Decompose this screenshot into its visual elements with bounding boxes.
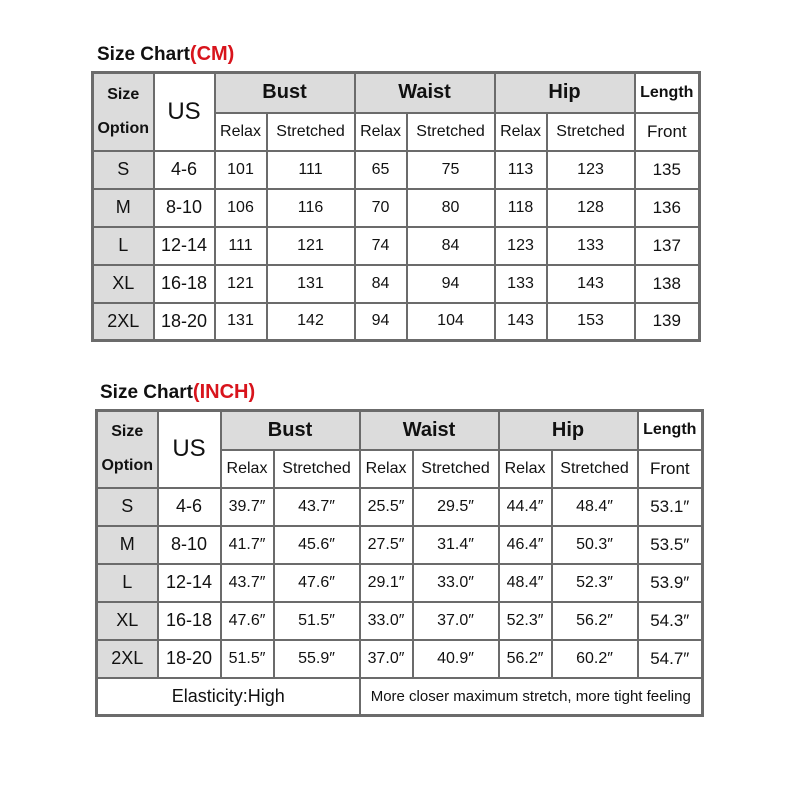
subheader-bust-relax: Relax bbox=[221, 450, 274, 488]
value-cell: 44.4″ bbox=[499, 488, 552, 526]
value-cell: 113 bbox=[495, 151, 547, 189]
length-header: Length bbox=[635, 73, 700, 113]
size-cell: 2XL bbox=[93, 303, 154, 341]
us-size-cell: 16-18 bbox=[158, 602, 221, 640]
value-cell: 131 bbox=[215, 303, 267, 341]
us-size-cell: 12-14 bbox=[158, 564, 221, 602]
subheader-waist-stretched: Stretched bbox=[413, 450, 499, 488]
us-size-cell: 8-10 bbox=[158, 526, 221, 564]
subheader-length-front: Front bbox=[638, 450, 703, 488]
value-cell: 47.6″ bbox=[221, 602, 274, 640]
value-cell: 37.0″ bbox=[360, 640, 413, 678]
subheader-waist-stretched: Stretched bbox=[407, 113, 495, 151]
us-size-cell: 16-18 bbox=[154, 265, 215, 303]
value-cell: 121 bbox=[267, 227, 355, 265]
value-cell: 40.9″ bbox=[413, 640, 499, 678]
value-cell: 137 bbox=[635, 227, 700, 265]
subheader-waist-relax: Relax bbox=[360, 450, 413, 488]
value-cell: 53.5″ bbox=[638, 526, 703, 564]
value-cell: 116 bbox=[267, 189, 355, 227]
subheader-length-front: Front bbox=[635, 113, 700, 151]
size-cell: L bbox=[97, 564, 158, 602]
size-cell: M bbox=[93, 189, 154, 227]
inch-chart-title bbox=[100, 381, 255, 404]
value-cell: 33.0″ bbox=[413, 564, 499, 602]
value-cell: 123 bbox=[547, 151, 635, 189]
value-cell: 54.3″ bbox=[638, 602, 703, 640]
elasticity-label: Elasticity:High bbox=[97, 678, 360, 716]
table-row bbox=[93, 265, 700, 303]
value-cell: 74 bbox=[355, 227, 407, 265]
value-cell: 29.5″ bbox=[413, 488, 499, 526]
size-option-header bbox=[93, 73, 154, 151]
us-size-cell: 4-6 bbox=[158, 488, 221, 526]
us-size-cell: 18-20 bbox=[158, 640, 221, 678]
value-cell: 94 bbox=[407, 265, 495, 303]
value-cell: 135 bbox=[635, 151, 700, 189]
cm-title-unit: (CM) bbox=[189, 43, 235, 65]
subheader-bust-relax: Relax bbox=[215, 113, 267, 151]
value-cell: 138 bbox=[635, 265, 700, 303]
table-row bbox=[97, 564, 703, 602]
size-cell: XL bbox=[93, 265, 154, 303]
value-cell: 39.7″ bbox=[221, 488, 274, 526]
value-cell: 128 bbox=[547, 189, 635, 227]
us-size-cell: 8-10 bbox=[154, 189, 215, 227]
value-cell: 43.7″ bbox=[221, 564, 274, 602]
table-row bbox=[97, 602, 703, 640]
value-cell: 136 bbox=[635, 189, 700, 227]
value-cell: 123 bbox=[495, 227, 547, 265]
value-cell: 118 bbox=[495, 189, 547, 227]
hip-header: Hip bbox=[495, 73, 635, 113]
stretch-note: More closer maximum stretch, more tight feeling bbox=[360, 678, 703, 716]
waist-header: Waist bbox=[355, 73, 495, 113]
table-row bbox=[93, 303, 700, 341]
bust-header: Bust bbox=[215, 73, 355, 113]
value-cell: 45.6″ bbox=[274, 526, 360, 564]
value-cell: 143 bbox=[495, 303, 547, 341]
us-size-cell: 4-6 bbox=[154, 151, 215, 189]
value-cell: 65 bbox=[355, 151, 407, 189]
value-cell: 51.5″ bbox=[221, 640, 274, 678]
length-header: Length bbox=[638, 411, 703, 450]
subheader-bust-stretched: Stretched bbox=[274, 450, 360, 488]
value-cell: 41.7″ bbox=[221, 526, 274, 564]
value-cell: 33.0″ bbox=[360, 602, 413, 640]
value-cell: 111 bbox=[215, 227, 267, 265]
value-cell: 46.4″ bbox=[499, 526, 552, 564]
table-row bbox=[97, 526, 703, 564]
value-cell: 48.4″ bbox=[552, 488, 638, 526]
value-cell: 133 bbox=[495, 265, 547, 303]
size-cell: S bbox=[97, 488, 158, 526]
value-cell: 53.9″ bbox=[638, 564, 703, 602]
subheader-hip-relax: Relax bbox=[499, 450, 552, 488]
inch-title-prefix: Size Chart bbox=[100, 382, 193, 403]
size-cell: M bbox=[97, 526, 158, 564]
size-cell: XL bbox=[97, 602, 158, 640]
size-option-header bbox=[97, 411, 158, 488]
value-cell: 47.6″ bbox=[274, 564, 360, 602]
value-cell: 52.3″ bbox=[499, 602, 552, 640]
table-row bbox=[93, 227, 700, 265]
value-cell: 139 bbox=[635, 303, 700, 341]
value-cell: 70 bbox=[355, 189, 407, 227]
value-cell: 131 bbox=[267, 265, 355, 303]
subheader-hip-stretched: Stretched bbox=[547, 113, 635, 151]
inch-size-table bbox=[95, 409, 704, 717]
value-cell: 80 bbox=[407, 189, 495, 227]
value-cell: 54.7″ bbox=[638, 640, 703, 678]
value-cell: 43.7″ bbox=[274, 488, 360, 526]
us-header: US bbox=[158, 411, 221, 488]
value-cell: 48.4″ bbox=[499, 564, 552, 602]
value-cell: 121 bbox=[215, 265, 267, 303]
subheader-waist-relax: Relax bbox=[355, 113, 407, 151]
us-header: US bbox=[154, 73, 215, 151]
size-option-label-1: Size bbox=[111, 423, 144, 441]
value-cell: 84 bbox=[355, 265, 407, 303]
subheader-hip-relax: Relax bbox=[495, 113, 547, 151]
value-cell: 51.5″ bbox=[274, 602, 360, 640]
us-size-cell: 12-14 bbox=[154, 227, 215, 265]
hip-header: Hip bbox=[499, 411, 638, 450]
value-cell: 52.3″ bbox=[552, 564, 638, 602]
table-row bbox=[93, 189, 700, 227]
value-cell: 56.2″ bbox=[552, 602, 638, 640]
value-cell: 143 bbox=[547, 265, 635, 303]
size-cell: 2XL bbox=[97, 640, 158, 678]
size-option-label-2: Option bbox=[97, 119, 150, 137]
subheader-hip-stretched: Stretched bbox=[552, 450, 638, 488]
value-cell: 50.3″ bbox=[552, 526, 638, 564]
value-cell: 37.0″ bbox=[413, 602, 499, 640]
value-cell: 133 bbox=[547, 227, 635, 265]
table-row bbox=[93, 151, 700, 189]
inch-title-unit: (INCH) bbox=[192, 381, 256, 403]
value-cell: 60.2″ bbox=[552, 640, 638, 678]
value-cell: 101 bbox=[215, 151, 267, 189]
size-cell: S bbox=[93, 151, 154, 189]
table-row bbox=[97, 640, 703, 678]
subheader-bust-stretched: Stretched bbox=[267, 113, 355, 151]
value-cell: 56.2″ bbox=[499, 640, 552, 678]
value-cell: 25.5″ bbox=[360, 488, 413, 526]
cm-title-prefix: Size Chart bbox=[97, 44, 190, 65]
cm-size-table bbox=[91, 71, 701, 342]
value-cell: 106 bbox=[215, 189, 267, 227]
value-cell: 27.5″ bbox=[360, 526, 413, 564]
value-cell: 104 bbox=[407, 303, 495, 341]
value-cell: 111 bbox=[267, 151, 355, 189]
cm-chart-title bbox=[97, 43, 234, 66]
us-size-cell: 18-20 bbox=[154, 303, 215, 341]
value-cell: 29.1″ bbox=[360, 564, 413, 602]
waist-header: Waist bbox=[360, 411, 499, 450]
size-cell: L bbox=[93, 227, 154, 265]
size-option-label-1: Size bbox=[107, 85, 140, 103]
value-cell: 75 bbox=[407, 151, 495, 189]
bust-header: Bust bbox=[221, 411, 360, 450]
value-cell: 153 bbox=[547, 303, 635, 341]
value-cell: 55.9″ bbox=[274, 640, 360, 678]
value-cell: 53.1″ bbox=[638, 488, 703, 526]
value-cell: 31.4″ bbox=[413, 526, 499, 564]
table-row bbox=[97, 488, 703, 526]
value-cell: 142 bbox=[267, 303, 355, 341]
size-option-label-2: Option bbox=[101, 457, 154, 475]
value-cell: 84 bbox=[407, 227, 495, 265]
value-cell: 94 bbox=[355, 303, 407, 341]
